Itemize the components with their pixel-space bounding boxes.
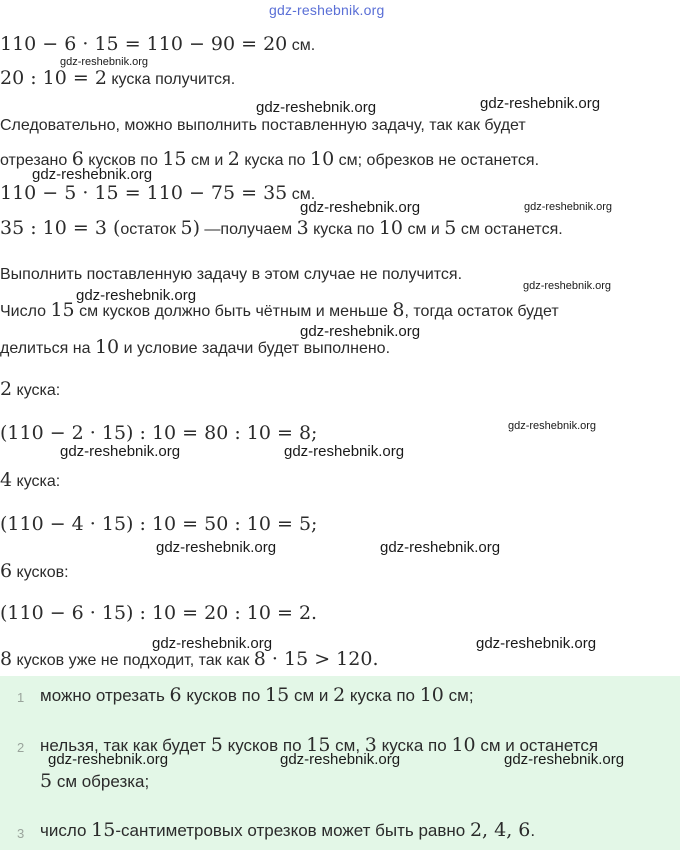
text: и условие задачи будет выполнено. (119, 340, 391, 357)
text: см. (287, 37, 316, 54)
watermark: gdz-reshebnik.org (300, 323, 421, 340)
watermark: gdz-reshebnik.org (152, 635, 273, 652)
text: можно отрезать (40, 686, 170, 705)
text: см обрезка; (52, 772, 150, 791)
number: 10 (378, 217, 403, 239)
math-expression: (110 − 4 · 15) : 10 = 50 : 10 = 5; (0, 513, 318, 535)
math-expression: 35 : 10 = 3 ( (0, 217, 121, 239)
solution-line-14 (0, 560, 69, 584)
watermark: gdz-reshebnik.org (476, 635, 597, 652)
number: 8 (0, 648, 13, 670)
number: 15 (306, 734, 331, 756)
text: Выполнить поставленную задачу в этом случае не получится. (0, 266, 463, 283)
text: куска: (12, 382, 61, 399)
text: куска получится. (106, 71, 236, 88)
number: 5 (180, 217, 193, 239)
math-expression: 110 − 5 · 15 = 110 − 75 = 35 (0, 182, 288, 204)
number: 15 (162, 148, 187, 170)
text: кусков по (222, 736, 307, 755)
solution-line-2 (0, 67, 235, 91)
number: 2 (0, 378, 13, 400)
answer-number: 2 (17, 740, 25, 755)
text: куска по (345, 686, 420, 705)
text: нельзя, так как будет (40, 736, 211, 755)
watermark: gdz-reshebnik.org (508, 420, 597, 432)
solution-line-15 (0, 602, 317, 626)
watermark: gdz-reshebnik.org (284, 443, 405, 460)
watermark: gdz-reshebnik.org (523, 280, 612, 292)
watermark: gdz-reshebnik.org (76, 287, 197, 304)
watermark: gdz-reshebnik.org (156, 539, 277, 556)
text: см; (443, 686, 474, 705)
solution-line-10 (0, 378, 60, 402)
text: см останется. (456, 221, 563, 238)
number: 6 (169, 684, 182, 706)
number: 10 (94, 336, 120, 358)
watermark: gdz-reshebnik.org (256, 99, 377, 116)
text: см и останется (475, 736, 599, 755)
math-expression: (110 − 6 · 15) : 10 = 20 : 10 = 2. (0, 602, 318, 624)
number: 2 (333, 684, 346, 706)
solution-line-5 (0, 182, 315, 206)
text: см кусков должно быть чётным и меньше (74, 303, 393, 320)
number: 6 (71, 148, 84, 170)
watermark: gdz-reshebnik.org (280, 751, 401, 768)
math-expression: ) (192, 217, 200, 239)
answer-item-1 (40, 684, 474, 706)
watermark-top-link[interactable]: gdz-reshebnik.org (269, 2, 385, 18)
solution-line-6 (0, 217, 563, 241)
answer-number: 1 (17, 690, 25, 705)
text: см, (330, 736, 365, 755)
text: Следовательно, можно выполнить поставленную задачу, так как будет (0, 117, 526, 134)
math-expression: 110 − 6 · 15 = 110 − 90 = 20 (0, 33, 288, 55)
text: куска по (376, 736, 452, 755)
solution-line-3 (0, 115, 526, 137)
answer-item-3 (40, 819, 535, 841)
text: отрезано (0, 152, 72, 169)
text: кусков по (83, 152, 163, 169)
text: куска по (239, 152, 311, 169)
watermark: gdz-reshebnik.org (524, 201, 613, 213)
number: 10 (419, 684, 444, 706)
solution-line-12 (0, 469, 60, 493)
number: 6 (0, 560, 13, 582)
text: куска: (12, 473, 61, 490)
text: кусков уже не подходит, так как (12, 652, 254, 669)
watermark: gdz-reshebnik.org (300, 199, 421, 216)
number: 3 (296, 217, 309, 239)
text: см и (186, 152, 228, 169)
number: 5 (40, 770, 53, 792)
watermark: gdz-reshebnik.org (48, 751, 169, 768)
math-expression: 8 · 15 > 120. (253, 648, 379, 670)
text: Число (0, 303, 51, 320)
answer-number: 3 (17, 826, 25, 841)
text: см и (403, 221, 445, 238)
text: см и (289, 686, 334, 705)
math-expression: 20 : 10 = 2 (0, 67, 107, 89)
number: 5 (444, 217, 457, 239)
text: -сантиметровых отрезков может быть равно (115, 821, 470, 840)
solution-line-1 (0, 33, 315, 57)
answer-item-2-continued (40, 770, 149, 792)
number: 15 (265, 684, 290, 706)
number: 3 (364, 734, 377, 756)
text: см. (287, 186, 316, 203)
math-expression: (110 − 2 · 15) : 10 = 80 : 10 = 8; (0, 422, 318, 444)
watermark: gdz-reshebnik.org (32, 166, 153, 183)
number: 2 (227, 148, 240, 170)
watermark: gdz-reshebnik.org (60, 56, 149, 68)
text: , тогда остаток будет (404, 303, 559, 320)
watermark: gdz-reshebnik.org (480, 95, 601, 112)
number: 15 (50, 299, 75, 321)
number: 2, 4, 6 (469, 819, 531, 841)
number: 10 (310, 148, 335, 170)
text: делиться на (0, 340, 95, 357)
number: 5 (210, 734, 223, 756)
text: кусков по (181, 686, 266, 705)
text: —получаем (199, 221, 297, 238)
text: остаток (120, 221, 181, 238)
text: . (530, 821, 536, 840)
text: число (40, 821, 92, 840)
watermark: gdz-reshebnik.org (504, 751, 625, 768)
number: 10 (451, 734, 476, 756)
solution-line-7 (0, 264, 462, 286)
number: 15 (91, 819, 116, 841)
solution-line-13 (0, 513, 317, 537)
text: кусков: (12, 564, 69, 581)
watermark: gdz-reshebnik.org (380, 539, 501, 556)
number: 8 (392, 299, 405, 321)
text: см; обрезков не останется. (334, 152, 540, 169)
watermark: gdz-reshebnik.org (60, 443, 181, 460)
number: 4 (0, 469, 13, 491)
text: куска по (308, 221, 379, 238)
